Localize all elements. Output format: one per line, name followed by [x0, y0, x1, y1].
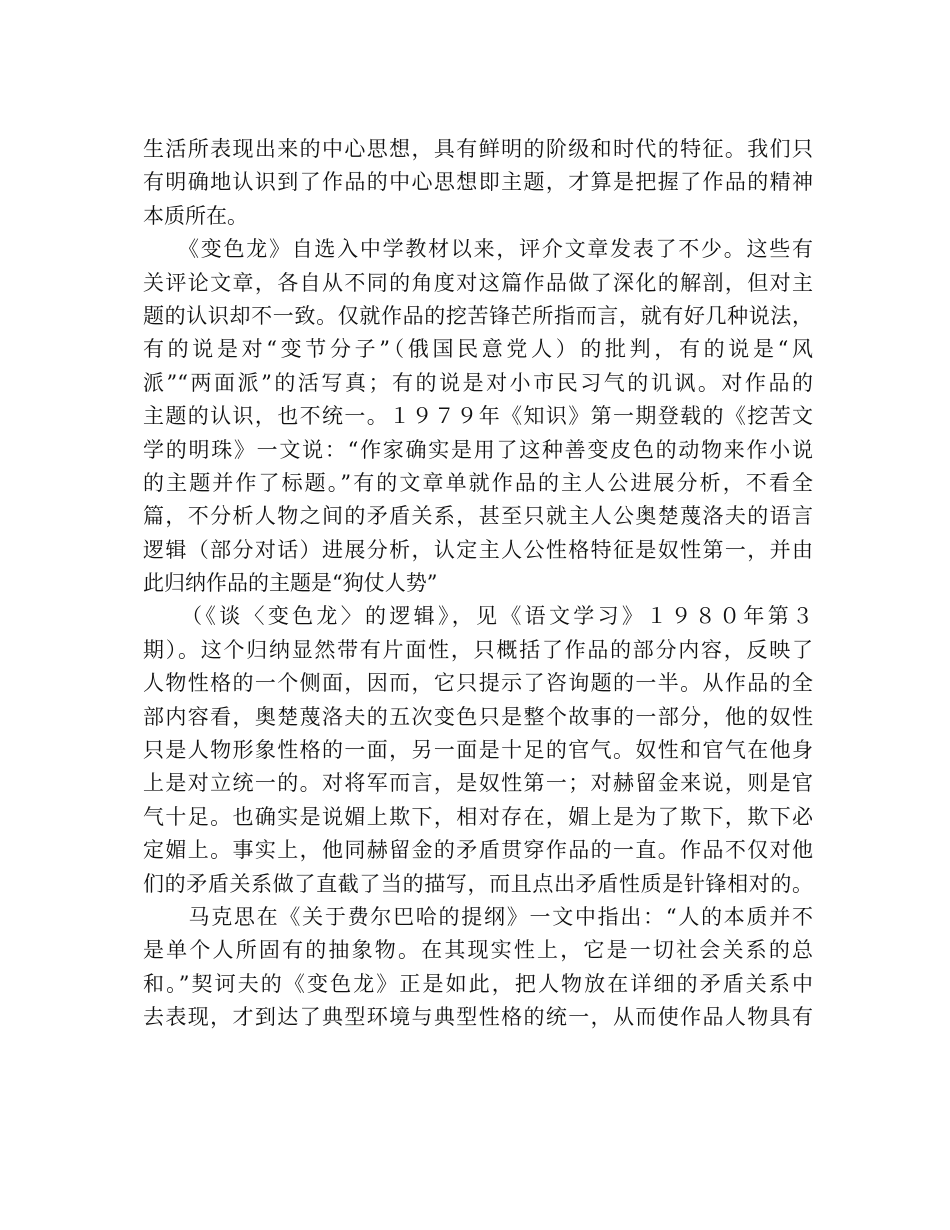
- text-line: 有明确地认识到了作品的中心思想即主题，才算是把握了作品的精神: [143, 170, 813, 195]
- text-line: 《变色龙》自选入中学教材以来，评介文章发表了不少。这些有: [143, 237, 813, 262]
- text-line: 去表现，才到达了典型环境与典型性格的统一，从而使作品人物具有: [143, 1005, 813, 1030]
- text-line: 派”“两面派”的活写真；有的说是对小市民习气的讥讽。对作品的: [143, 370, 813, 395]
- text-line: 们的矛盾关系做了直截了当的描写，而且点出矛盾性质是针锋相对的。: [143, 871, 813, 896]
- text-line: 人物性格的一个侧面，因而，它只提示了咨询题的一半。从作品的全: [143, 671, 813, 696]
- text-line: 有的说是对“变节分子”（俄国民意党人）的批判，有的说是“风: [143, 337, 813, 362]
- text-line: 逻辑（部分对话）进展分析，认定主人公性格特征是奴性第一，并由: [143, 537, 813, 562]
- text-line: （《谈〈变色龙〉的逻辑》，见《语文学习》１９８０年第３: [143, 604, 813, 629]
- text-line: 生活所表现出来的中心思想，具有鲜明的阶级和时代的特征。我们只: [143, 137, 813, 161]
- text-line: 定媚上。事实上，他同赫留金的矛盾贯穿作品的一直。作品不仅对他: [143, 838, 813, 863]
- text-line: 气十足。也确实是说媚上欺下，相对存在，媚上是为了欺下，欺下必: [143, 804, 813, 829]
- text-line: 学的明珠》一文说：“作家确实是用了这种善变皮色的动物来作小说: [143, 437, 813, 462]
- text-line: 主题的认识，也不统一。１９７９年《知识》第一期登载的《挖苦文: [143, 404, 813, 429]
- text-line: 期）。这个归纳显然带有片面性，只概括了作品的部分内容，反映了: [143, 637, 813, 662]
- text-line: 上是对立统一的。对将军而言，是奴性第一；对赫留金来说，则是官: [143, 771, 813, 796]
- text-line: 的主题并作了标题。”有的文章单就作品的主人公进展分析，不看全: [143, 470, 813, 495]
- body-text: [143, 133, 813, 1035]
- text-line: 本质所在。: [143, 203, 248, 228]
- text-line: 是单个人所固有的抽象物。在其现实性上，它是一切社会关系的总: [143, 938, 813, 963]
- text-line: 和。”契诃夫的《变色龙》正是如此，把人物放在详细的矛盾关系中: [143, 971, 813, 996]
- text-line: 此归纳作品的主题是“狗仗人势”: [143, 571, 438, 596]
- text-line: 只是人物形象性格的一面，另一面是十足的官气。奴性和官气在他身: [143, 738, 813, 763]
- text-line: 关评论文章，各自从不同的角度对这篇作品做了深化的解剖，但对主: [143, 270, 813, 295]
- text-line: 部内容看，奥楚蔑洛夫的五次变色只是整个故事的一部分，他的奴性: [143, 704, 813, 729]
- text-line: 题的认识却不一致。仅就作品的挖苦锋芒所指而言，就有好几种说法，: [143, 303, 813, 328]
- text-line: 篇，不分析人物之间的矛盾关系，甚至只就主人公奥楚蔑洛夫的语言: [143, 504, 813, 529]
- text-line: 马克思在《关于费尔巴哈的提纲》一文中指出：“人的本质并不: [143, 904, 813, 929]
